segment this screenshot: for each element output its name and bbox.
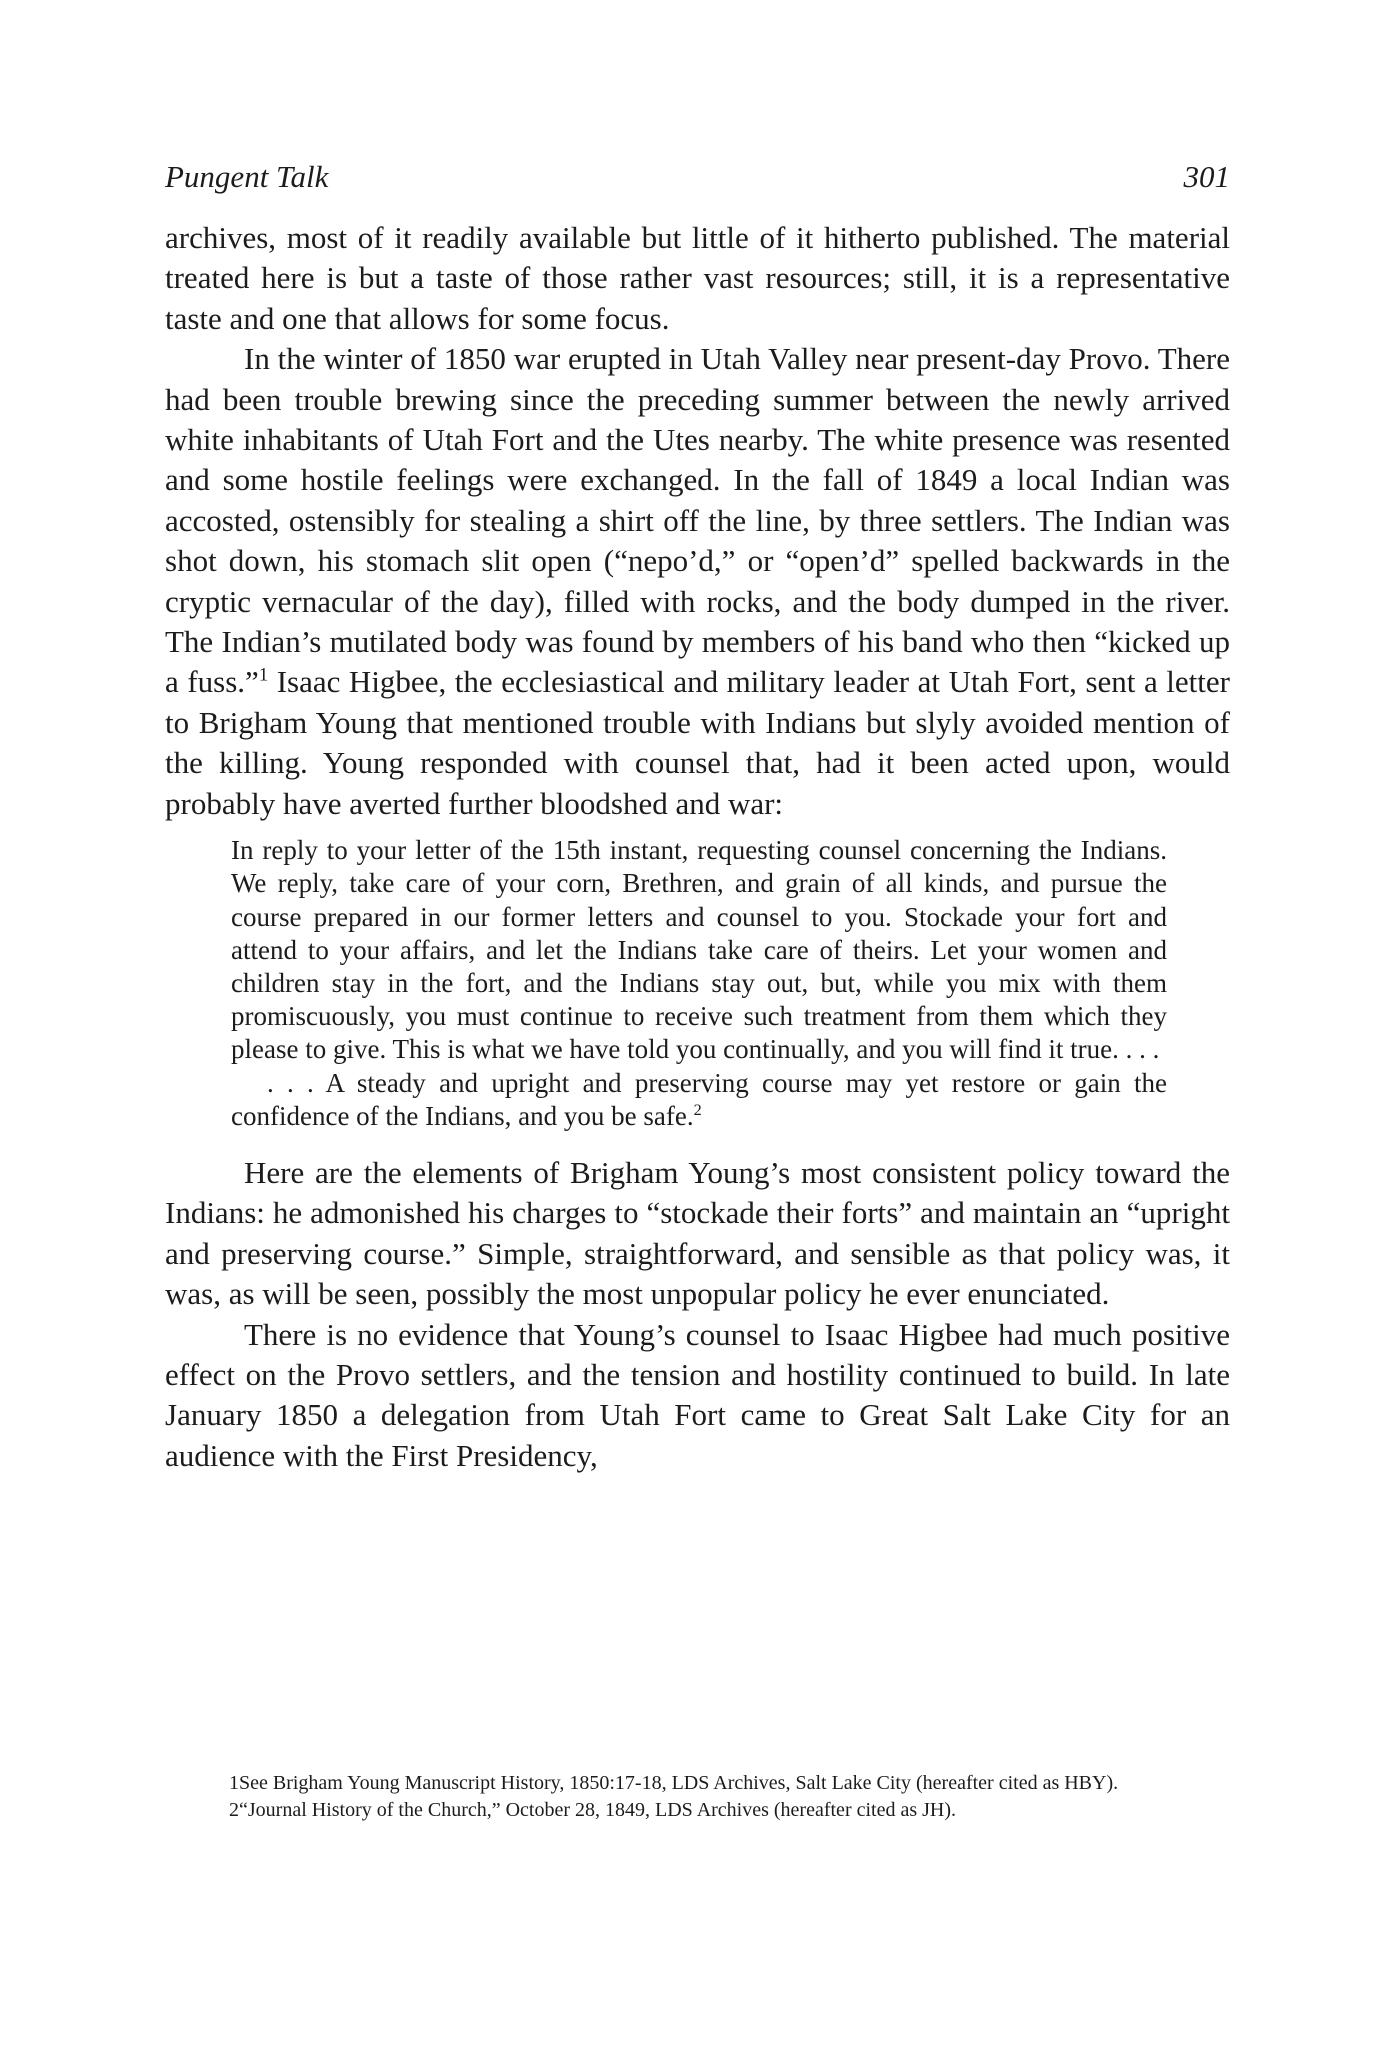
footnote <box>165 1770 1230 1797</box>
footnote-mark: 1 <box>229 1772 239 1794</box>
quote-paragraph <box>231 1067 1167 1133</box>
footnotes <box>165 1770 1230 1824</box>
quote-text: . . . A steady and upright and preserving course may yet restore or gain the confidence of the Indians, and you be safe. <box>231 1067 1167 1131</box>
body-text <box>165 218 1230 1476</box>
footnote-text: See Brigham Young Manuscript History, 1850:17-18, LDS Archives, Salt Lake City (hereafter cited as HBY). <box>239 1772 1119 1794</box>
running-head-title: Pungent Talk <box>165 159 329 194</box>
footnote-ref: 2 <box>693 1100 702 1119</box>
quote-paragraph: In reply to your letter of the 15th instant, requesting counsel concerning the Indians. We reply, take care of your corn, Brethren, and grain of all kinds, and pursue the course prepared in our former letters and counsel to you. Stockade your fort and attend to your affairs, and let the Indians take care of theirs. Let your women and children stay in the fort, and the Indians stay out, but, while you mix with them promiscuously, you must continue to receive such treatment from them which they please to give. This is what we have told you continually, and you will find it true. . . . <box>231 835 1167 1065</box>
footnote-text: “Journal History of the Church,” October 28, 1849, LDS Archives (hereafter cited as JH). <box>239 1799 957 1821</box>
footnote-ref: 1 <box>258 665 269 687</box>
paragraph-text: Isaac Higbee, the ecclesiastical and military leader at Utah Fort, sent a letter to Brigham Young that mentioned trouble with Indians but slyly avoided mention of the killing. Young responded with counsel that, had it been acted upon, would probably have averted further bloodshed and war: <box>165 664 1230 821</box>
footnote <box>165 1797 1230 1824</box>
paragraph: There is no evidence that Young’s counsel to Isaac Higbee had much positive effect on the Provo settlers, and the tension and hostility continued to build. In late January 1850 a delegation from Utah Fort came to Great Salt Lake City for an audience with the First Presidency, <box>165 1316 1230 1473</box>
paragraph: archives, most of it readily available but little of it hitherto published. The material treated here is but a taste of those rather vast resources; still, it is a representative taste and one that allows for some focus. <box>165 220 1230 336</box>
paragraph <box>165 339 1230 824</box>
footnote-mark: 2 <box>229 1799 239 1821</box>
paragraph: Here are the elements of Brigham Young’s most consistent policy toward the Indians: he admonished his charges to “stockade their forts” and maintain an “upright and preserving course.” Simple, straightforward, and sensible as that policy was, it was, as will be seen, possibly the most unpopular policy he ever enunciated. <box>165 1154 1230 1312</box>
block-quote <box>231 834 1167 1133</box>
page-number: 301 <box>1183 159 1230 194</box>
paragraph-text: In the winter of 1850 war erupted in Utah Valley near present-day Provo. There had been trouble brewing since the preceding summer between the newly arrived white inhabitants of Utah Fort and the Utes nearby. The white presence was resented and some hostile feelings were exchanged. In the fall of 1849 a local Indian was accosted, ostensibly for stealing a shirt off the line, by three settlers. The Indian was shot down, his stomach slit open (“nepo’d,” or “open’d” spelled backwards in the cryptic vernacular of the day), filled with rocks, and the body dumped in the river. The Indian’s mutilated body was found by members of his band who then “kicked up a fuss.” <box>165 341 1230 700</box>
